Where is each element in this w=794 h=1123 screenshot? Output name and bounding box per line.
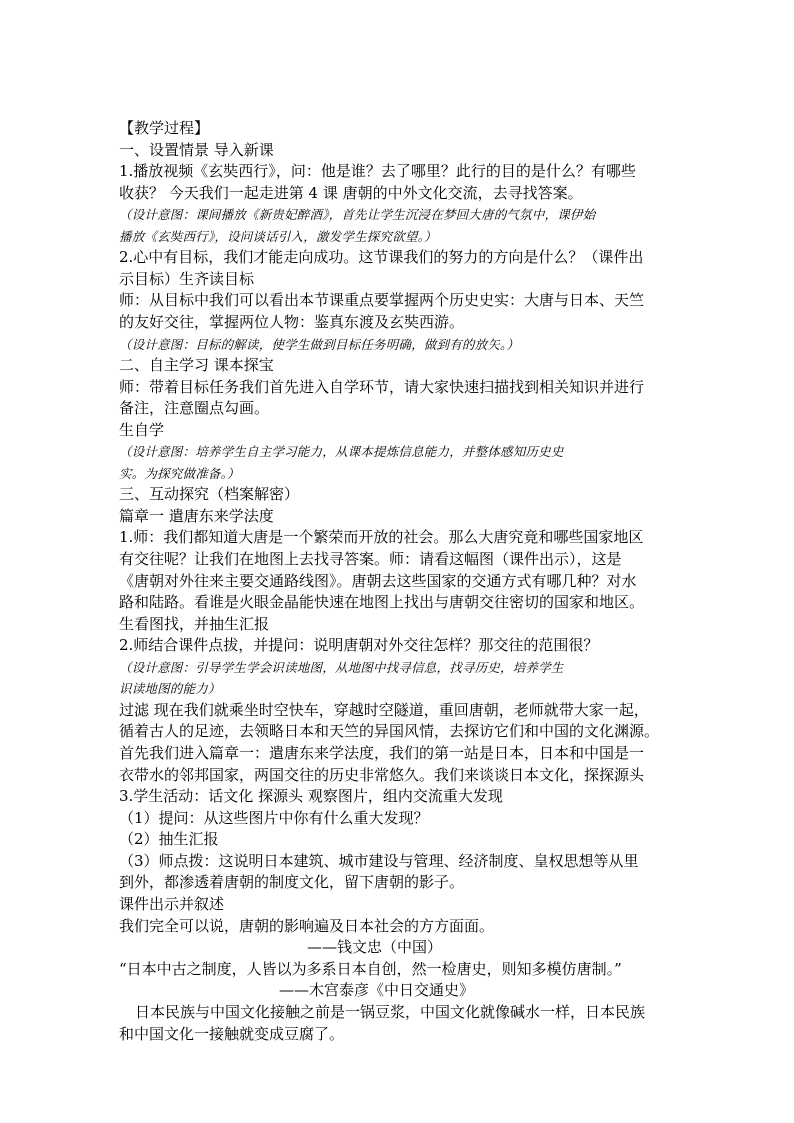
paragraph-line: 过滤 现在我们就乘坐时空快车，穿越时空隧道，重回唐朝，老师就带大家一起， <box>119 700 649 719</box>
paragraph-line: 生看图找，并抽生汇报 <box>119 614 270 633</box>
section-title-2: 二、自主学习 课本探宝 <box>119 355 274 374</box>
paragraph-line: 《唐朝对外往来主要交通路线图》。唐朝去这些国家的交通方式有哪几种？对水 <box>119 571 637 590</box>
quote-text: 我们完全可以说，唐朝的影响遍及日本社会的方方面面。 <box>119 916 495 935</box>
question-item: （3）师点拨：这说明日本建筑、城市建设与管理、经济制度、皇权思想等从里 <box>119 851 639 870</box>
paragraph-line: 首先我们进入篇章一：遣唐东来学法度，我们的第一站是日本，日本和中国是一 <box>119 743 645 762</box>
question-item: （2）抽生汇报 <box>119 830 219 849</box>
paragraph-line: 2.心中有目标，我们才能走向成功。这节课我们的努力的方向是什么？（课件出 <box>119 248 644 267</box>
paragraph-line: 师：从目标中我们可以看出本节课重点要掌握两个历史史实：大唐与日本、天竺 <box>119 291 645 310</box>
paragraph-line: 路和陆路。看谁是火眼金晶能快速在地图上找出与唐朝交往密切的国家和地区。 <box>119 593 645 612</box>
section-heading-teaching-process: 【教学过程】 <box>119 119 210 137</box>
design-intent-note: 播放《玄奘西行》，设问谈话引入，激发学生探究欲望。） <box>119 228 437 244</box>
paragraph-line: 1.师：我们都知道大唐是一个繁荣而开放的社会。那么大唐究竟和哪些国家地区 <box>119 528 644 547</box>
paragraph-line: 课件出示并叙述 <box>119 895 225 914</box>
paragraph-line: 3.学生活动：话文化 探源头 观察图片，组内交流重大发现 <box>119 787 503 806</box>
design-intent-note: 识读地图的能力） <box>119 681 221 697</box>
lesson-document <box>119 118 679 1045</box>
paragraph-line: 备注，注意圈点勾画。 <box>119 399 270 418</box>
paragraph-line: 2.师结合课件点拔，并提问：说明唐朝对外交往怎样？那交往的范围很？ <box>119 636 599 655</box>
chapter-title: 篇章一 遣唐东来学法度 <box>119 506 274 525</box>
quote-source: ——钱文忠（中国） <box>307 938 443 957</box>
quote-text: 和中国文化一接触就变成豆腐了。 <box>119 1024 345 1043</box>
design-intent-note: 实。为探究做准备。） <box>119 465 240 481</box>
paragraph-line: 收获？ 今天我们一起走进第 4 课 唐朝的中外文化交流，去寻找答案。 <box>119 183 583 202</box>
paragraph-line: 衣带水的邻邦国家，两国交往的历史非常悠久。我们来谈谈日本文化，探探源头 <box>119 765 645 784</box>
design-intent-note: （设计意图：引导学生学会识读地图，从地图中找寻信息，找寻历史，培养学生 <box>119 659 564 675</box>
paragraph-line: 生自学 <box>119 420 165 439</box>
design-intent-note: （设计意图：课间播放《新贵妃醉酒》，首先让学生沉浸在梦回大唐的气氛中，课伊始 <box>119 207 596 223</box>
quote-text: 日本民族与中国文化接触之前是一锅豆浆，中国文化就像碱水一样，日本民族 <box>135 1003 646 1022</box>
paragraph-line: 师：带着目标任务我们首先进入自学环节，请大家快速扫描找到相关知识并进行 <box>119 377 645 396</box>
paragraph-line: 循着古人的足迹，去领略日本和天竺的异国风情，去探访它们和中国的文化渊源。 <box>119 722 660 741</box>
paragraph-line: 示目标）生齐读目标 <box>119 269 255 288</box>
paragraph-line: 有交往呢？让我们在地图上去找寻答案。师：请看这幅图（课件出示），这是 <box>119 549 622 568</box>
paragraph-line: 到外，都渗透着唐朝的制度文化，留下唐朝的影子。 <box>119 873 465 892</box>
question-item: （1）提问：从这些图片中你有什么重大发现？ <box>119 808 429 827</box>
quote-source: ——木宫泰彦《中日交通史》 <box>279 981 475 1000</box>
design-intent-note: （设计意图：培养学生自主学习能力，从课本提炼信息能力，并整体感知历史史 <box>119 444 564 460</box>
section-title-3: 三、互动探究（档案解密） <box>119 485 300 504</box>
quote-text: “日本中古之制度，人皆以为多系日本自创，然一检唐史，则知多模仿唐制。” <box>119 959 622 978</box>
paragraph-line: 的友好交往，掌握两位人物：鉴真东渡及玄奘西游。 <box>119 312 465 331</box>
section-title-1: 一、设置情景 导入新课 <box>119 140 274 159</box>
paragraph-line: 1.播放视频《玄奘西行》，问：他是谁？去了哪里？此行的目的是什么？有哪些 <box>119 162 636 181</box>
design-intent-note: （设计意图：目标的解读，使学生做到目标任务明确，做到有的放矢。） <box>119 336 520 352</box>
